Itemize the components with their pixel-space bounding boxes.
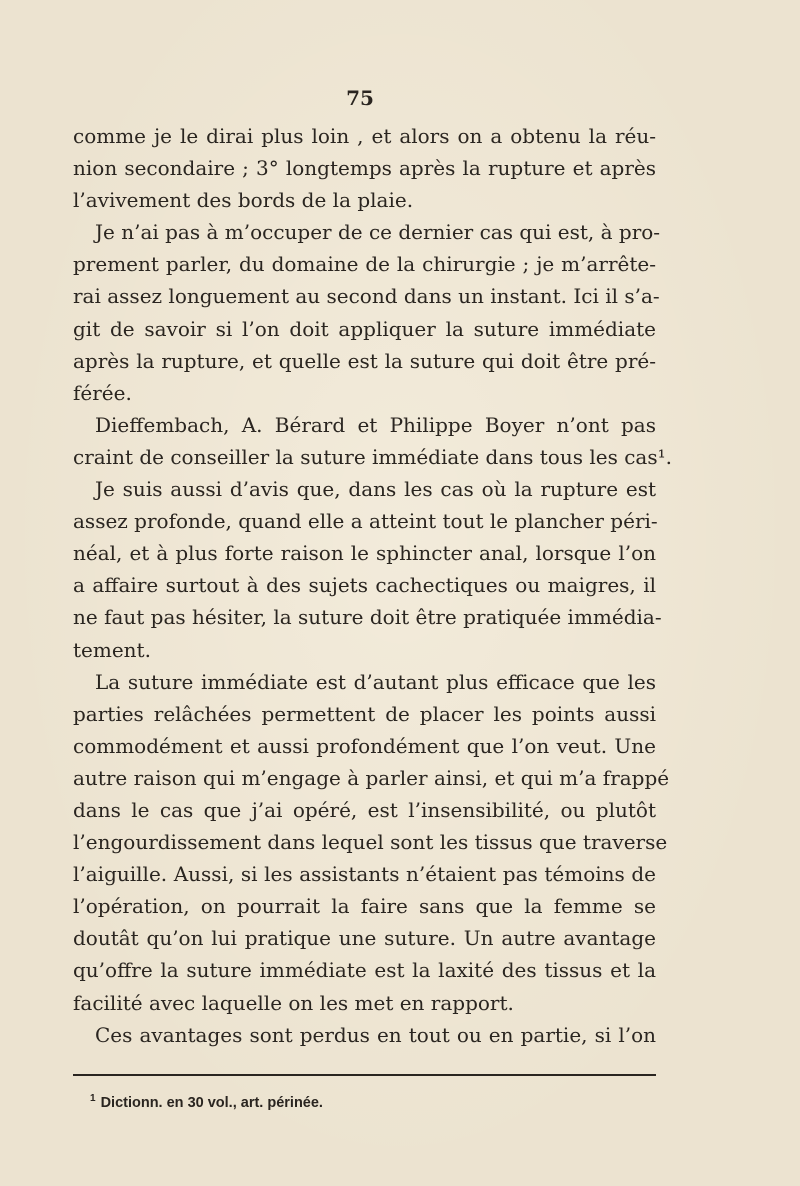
text-line: comme je le dirai plus loin , et alors on a obtenu la réu- [73, 124, 656, 148]
text-line: néal, et à plus forte raison le sphincter anal, lorsque l’on [73, 541, 656, 566]
text-line: Je n’ai pas à m’occuper de ce dernier cas qui est, à pro- [95, 220, 661, 245]
text-line: ne faut pas hésiter, la suture doit être pratiquée immédia- [73, 605, 662, 630]
text-line: facilité avec laquelle on les met en rapport. [73, 990, 514, 1015]
text-line: doutât qu’on lui pratique une suture. Un autre avantage [73, 926, 656, 951]
text-line: autre raison qui m’engage à parler ainsi, et qui m’a frappé [73, 765, 670, 790]
text-line: tement. [73, 637, 151, 662]
text-line: Je suis aussi d’avis que, dans les cas où la rupture est [95, 477, 656, 502]
text-line: parties relâchées permettent de placer les points aussi [73, 701, 656, 726]
text-line: Ces avantages sont perdus en tout ou en partie, si l’on [95, 1022, 656, 1047]
text-line: l’avivement des bords de la plaie. [73, 188, 414, 213]
text-line: l’engourdissement dans lequel sont les tissus que traverse [73, 830, 668, 855]
text-line: a affaire surtout à des sujets cachectiques ou maigres, il [73, 573, 656, 598]
footnote-separator [73, 1074, 656, 1076]
page-number: 75 [346, 86, 374, 110]
body-text [73, 120, 672, 1051]
text-line: qu’offre la suture immédiate est la laxité des tissus et la [73, 958, 656, 983]
text-line: l’aiguille. Aussi, si les assistants n’étaient pas témoins de [73, 862, 656, 887]
text-line: nion secondaire ; 3° longtemps après la rupture et après [73, 156, 656, 181]
footnote-text: Dictionn. en 30 vol., art. périnée. [100, 1094, 323, 1111]
text-line: dans le cas que j’ai opéré, est l’insensibilité, ou plutôt [73, 797, 656, 822]
text-line: rai assez longuement au second dans un instant. Ici il s’a- [73, 284, 660, 309]
text-line: Dieffembach, A. Bérard et Philippe Boyer n’ont pas [95, 412, 656, 437]
footnote [90, 1093, 323, 1111]
text-line: l’opération, on pourrait la faire sans que la femme se [73, 894, 656, 919]
text-line: git de savoir si l’on doit appliquer la suture immédiate [73, 316, 656, 341]
text-line: commodément et aussi profondément que l’on veut. Une [73, 733, 656, 758]
text-line: assez profonde, quand elle a atteint tout le plancher péri- [73, 509, 658, 534]
text-line: craint de conseiller la suture immédiate dans tous les cas¹. [73, 444, 672, 469]
text-line: La suture immédiate est d’autant plus efficace que les [95, 669, 656, 694]
text-line: prement parler, du domaine de la chirurgie ; je m’arrête- [73, 252, 656, 277]
footnote-marker: 1 [90, 1093, 96, 1104]
text-line: férée. [73, 380, 132, 405]
text-line: après la rupture, et quelle est la suture qui doit être pré- [73, 348, 656, 373]
